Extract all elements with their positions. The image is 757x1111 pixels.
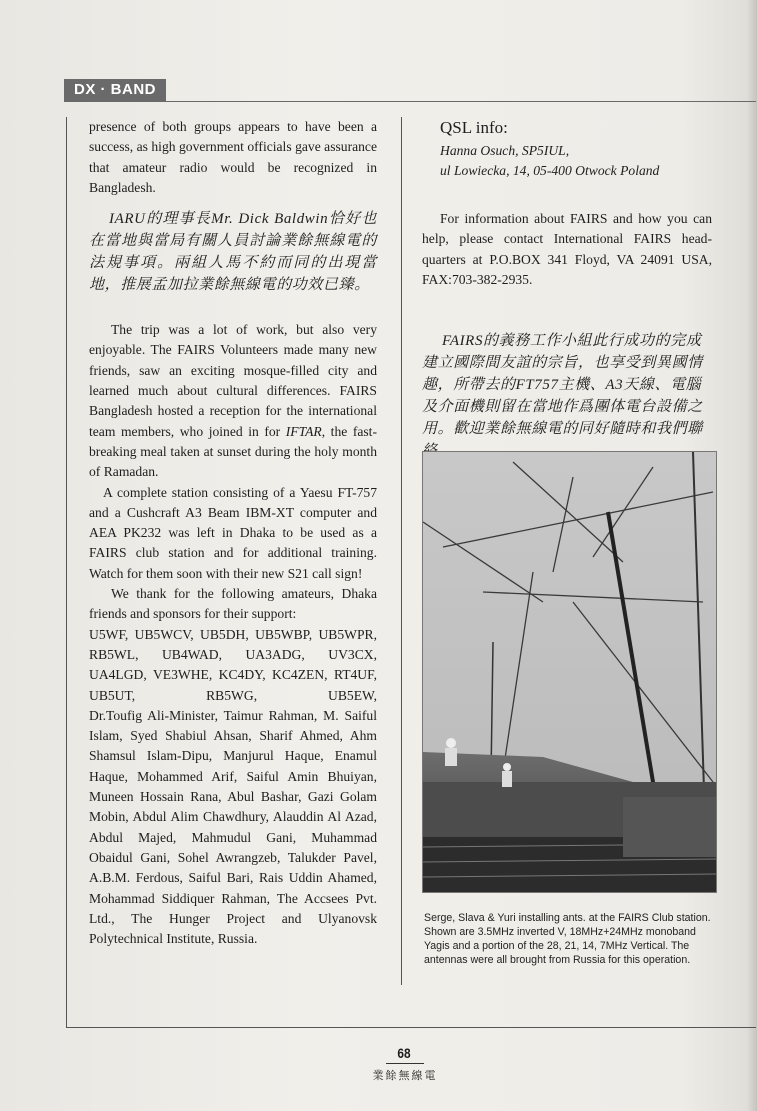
chinese-paragraph-iaru: IARU的理事長Mr. Dick Baldwin恰好也在當地與當局有關人員討論業餘無線電的法規事項。兩組人馬不約而同的出現當地，推展孟加拉業餘無線電的功效已臻。 bbox=[89, 211, 377, 294]
paragraph-station: A complete station consisting of a Yaesu FT-757 and a Cushcraft A3 Beam IBM-XT computer and AEA PK232 was left in Dhaka to be used as a FAIRS club station and for additional training. Watch for them soon with their new S21 call sign! bbox=[89, 484, 377, 581]
qsl-title: QSL info: bbox=[440, 118, 508, 137]
page-number: 68 bbox=[397, 1045, 411, 1061]
chinese-paragraph-fairs: FAIRS的義務工作小組此行成功的完成建立國際間友誼的宗旨，也享受到異國情趣，所帶去的FT757主機、A3天線、電腦及介面機則留在當地作爲團体電台設備之用。歡迎業餘無線電的同好隨時和我們聯 bbox=[422, 333, 703, 437]
section-badge: DX · BAND bbox=[64, 79, 166, 101]
header-rule bbox=[64, 101, 756, 102]
fairs-contact-paragraph: For information about FAIRS and how you can help, please contact International FAIRS head-quarters at P.O.BOX 341 Floyd, VA 24091 USA, FAX:703-382-2935. bbox=[422, 211, 712, 287]
magazine-title: 業餘無線電 bbox=[372, 1069, 438, 1082]
antenna-photo-illustration bbox=[423, 452, 716, 892]
photo-caption: Serge, Slava & Yuri installing ants. at the FAIRS Club station. Shown are 3.5MHz inverted V, 18MHz+24MHz monoband Yagis and a portion of the 28, 21, 14, 7MHz Vertical. The antennas were all brought from Russia for this operation. bbox=[424, 912, 711, 966]
paragraph-thanks: We thank for the following amateurs, Dhaka friends and sponsors for their support: bbox=[89, 586, 377, 622]
spacer bbox=[89, 308, 377, 320]
page-number-rule bbox=[386, 1063, 424, 1064]
qsl-address: ul Lowiecka, 14, 05-400 Otwock Poland bbox=[440, 163, 660, 178]
paragraph-presence: presence of both groups appears to have been a success, as high government officials gave assurance that amateur radio would be recognized in Bangladesh. bbox=[89, 119, 377, 195]
paragraph-trip bbox=[89, 320, 377, 482]
trip-text: The trip was a lot of work, but also very enjoyable. The FAIRS Volunteers made many new friends, saw an exciting mosque-filled city and learned much about cultural differences. FAIRS Bangladesh hosted a reception for the international team members, who joined in for bbox=[89, 322, 377, 439]
antenna-photo bbox=[422, 451, 717, 893]
callsign-list: U5WF, UB5WCV, UB5DH, UB5WBP, UB5WPR, RB5WL, UB4WAD, UA3ADG, UV3CX, UA4LGD, VE3WHE, KC4DY, KC4ZEN, RT4UF, UB5UT, RB5WG, UB5EW, bbox=[89, 626, 377, 703]
trip-tail: , the fast-breaking meal taken at sunset during the holy month of Ramadan. bbox=[89, 423, 377, 480]
sponsor-list: Dr.Toufig Ali-Minister, Taimur Rahman, M. Saiful Islam, Syed Shabiul Ahsan, Sharif Ahmed, Ahm Shamsul Islam-Dipu, Manjurul Haque, Enamul Haque, Mohammed Arif, Saiful Amin Bhuiyan, Muneen Hossain Rana, Abul Bashar, Gazi Golam Mobin, Abdul Alim Chawdhury, Alauddin Al Azad, Abdul Majed, Mahmudul Gani, Muhammad Obaidul Gani, Sohel Awrangzeb, Talukder Pavel, A.B.M. Ferdous, Saiful Bari, Rais Uddin Ahamed, Mohammad Siddiquer Rahman, The Accsees Pvt. Ltd., The Hunger Project and Ulyanovsk Polytechnical Institute, Russia. bbox=[89, 707, 377, 947]
page-edge-shadow bbox=[747, 0, 757, 1111]
iftar-term: IFTAR bbox=[285, 423, 322, 439]
qsl-name: Hanna Osuch, SP5IUL, bbox=[440, 143, 570, 158]
center-column-rule bbox=[401, 117, 402, 985]
bottom-rule bbox=[66, 1027, 756, 1028]
left-column bbox=[89, 117, 377, 949]
left-column-rule bbox=[66, 117, 67, 1027]
